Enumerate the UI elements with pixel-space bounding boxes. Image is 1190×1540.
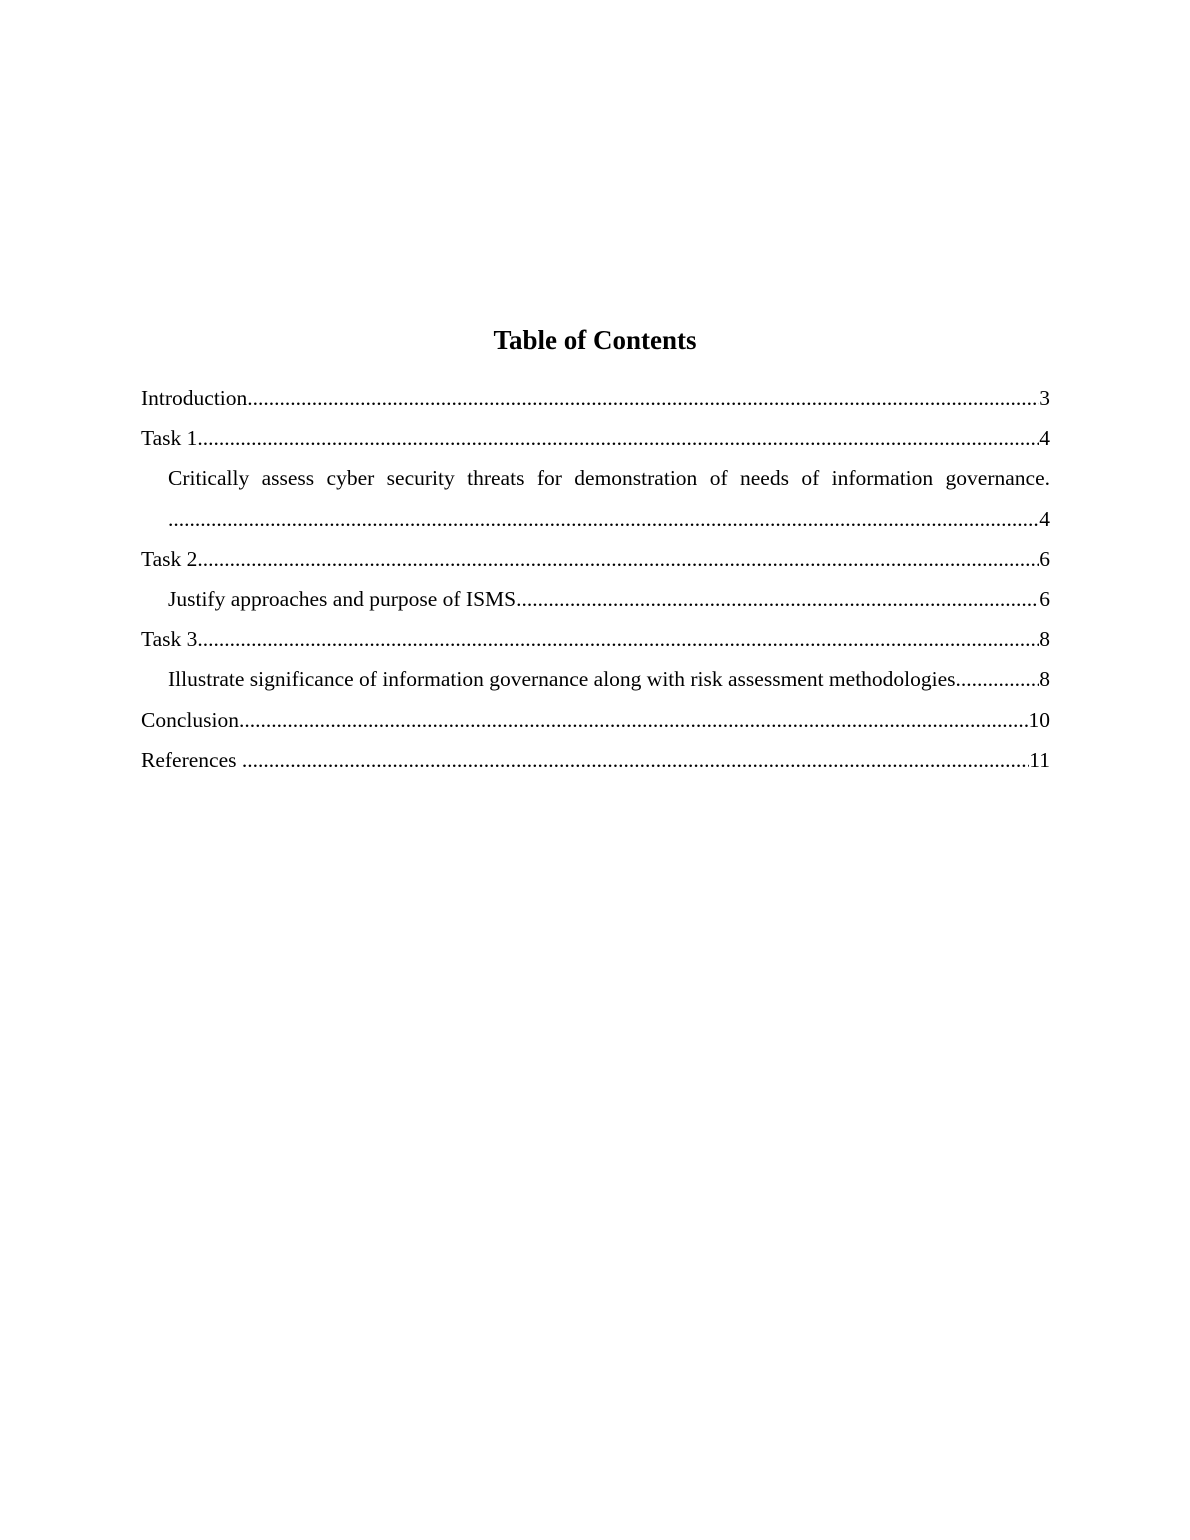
toc-entry-information-governance[interactable] — [141, 659, 1050, 699]
toc-entry-label: Introduction — [141, 386, 248, 410]
toc-entry-cyber-security-threats[interactable] — [141, 458, 1050, 538]
toc-title: Table of Contents — [493, 325, 697, 355]
toc-leader-dots — [197, 539, 1039, 579]
toc-entry-label: Illustrate significance of information governance along with risk assessment methodologies. — [168, 667, 961, 692]
toc-leader-dots — [247, 378, 1039, 418]
toc-page-number: 4 — [1039, 426, 1050, 451]
toc-entry-label: Task 2 — [141, 546, 198, 571]
toc-leader-dots — [516, 579, 1039, 619]
toc-entry-references[interactable] — [141, 740, 1050, 780]
toc-leader-dots — [168, 499, 1039, 539]
toc-entry-isms[interactable] — [141, 579, 1050, 619]
toc-entry-label: Critically assess cyber security threats for demonstration of needs of information governance. — [168, 466, 1050, 491]
toc-leader-dots — [239, 700, 1029, 740]
toc-entry-task-3[interactable] — [141, 619, 1050, 659]
toc-entry-conclusion[interactable] — [141, 700, 1050, 740]
toc-entry-label: References — [141, 747, 242, 772]
toc-page-number: 6 — [1039, 546, 1050, 571]
toc-entry-introduction[interactable] — [141, 378, 1050, 418]
toc-entry-task-1[interactable] — [141, 418, 1050, 458]
toc-page-number: 11 — [1029, 747, 1050, 772]
table-of-contents — [141, 378, 1050, 780]
toc-entry-task-2[interactable] — [141, 539, 1050, 579]
toc-page-number: 3 — [1039, 386, 1050, 410]
toc-entry-label: Justify approaches and purpose of ISMS — [168, 586, 517, 611]
toc-leader-dots — [961, 659, 1039, 699]
toc-leader-dots — [242, 740, 1029, 780]
toc-page-number: 8 — [1039, 627, 1050, 652]
toc-entry-label: Conclusion — [141, 707, 239, 732]
toc-entry-label: Task 3 — [141, 627, 198, 652]
toc-entry-label: Task 1 — [141, 426, 198, 451]
toc-page-number: 10 — [1028, 707, 1050, 732]
toc-leader-dots — [197, 619, 1039, 659]
toc-leader-dots — [197, 418, 1039, 458]
toc-page-number: 6 — [1039, 586, 1050, 611]
toc-page-number: 4 — [1039, 506, 1050, 531]
toc-page-number: 8 — [1039, 667, 1050, 692]
